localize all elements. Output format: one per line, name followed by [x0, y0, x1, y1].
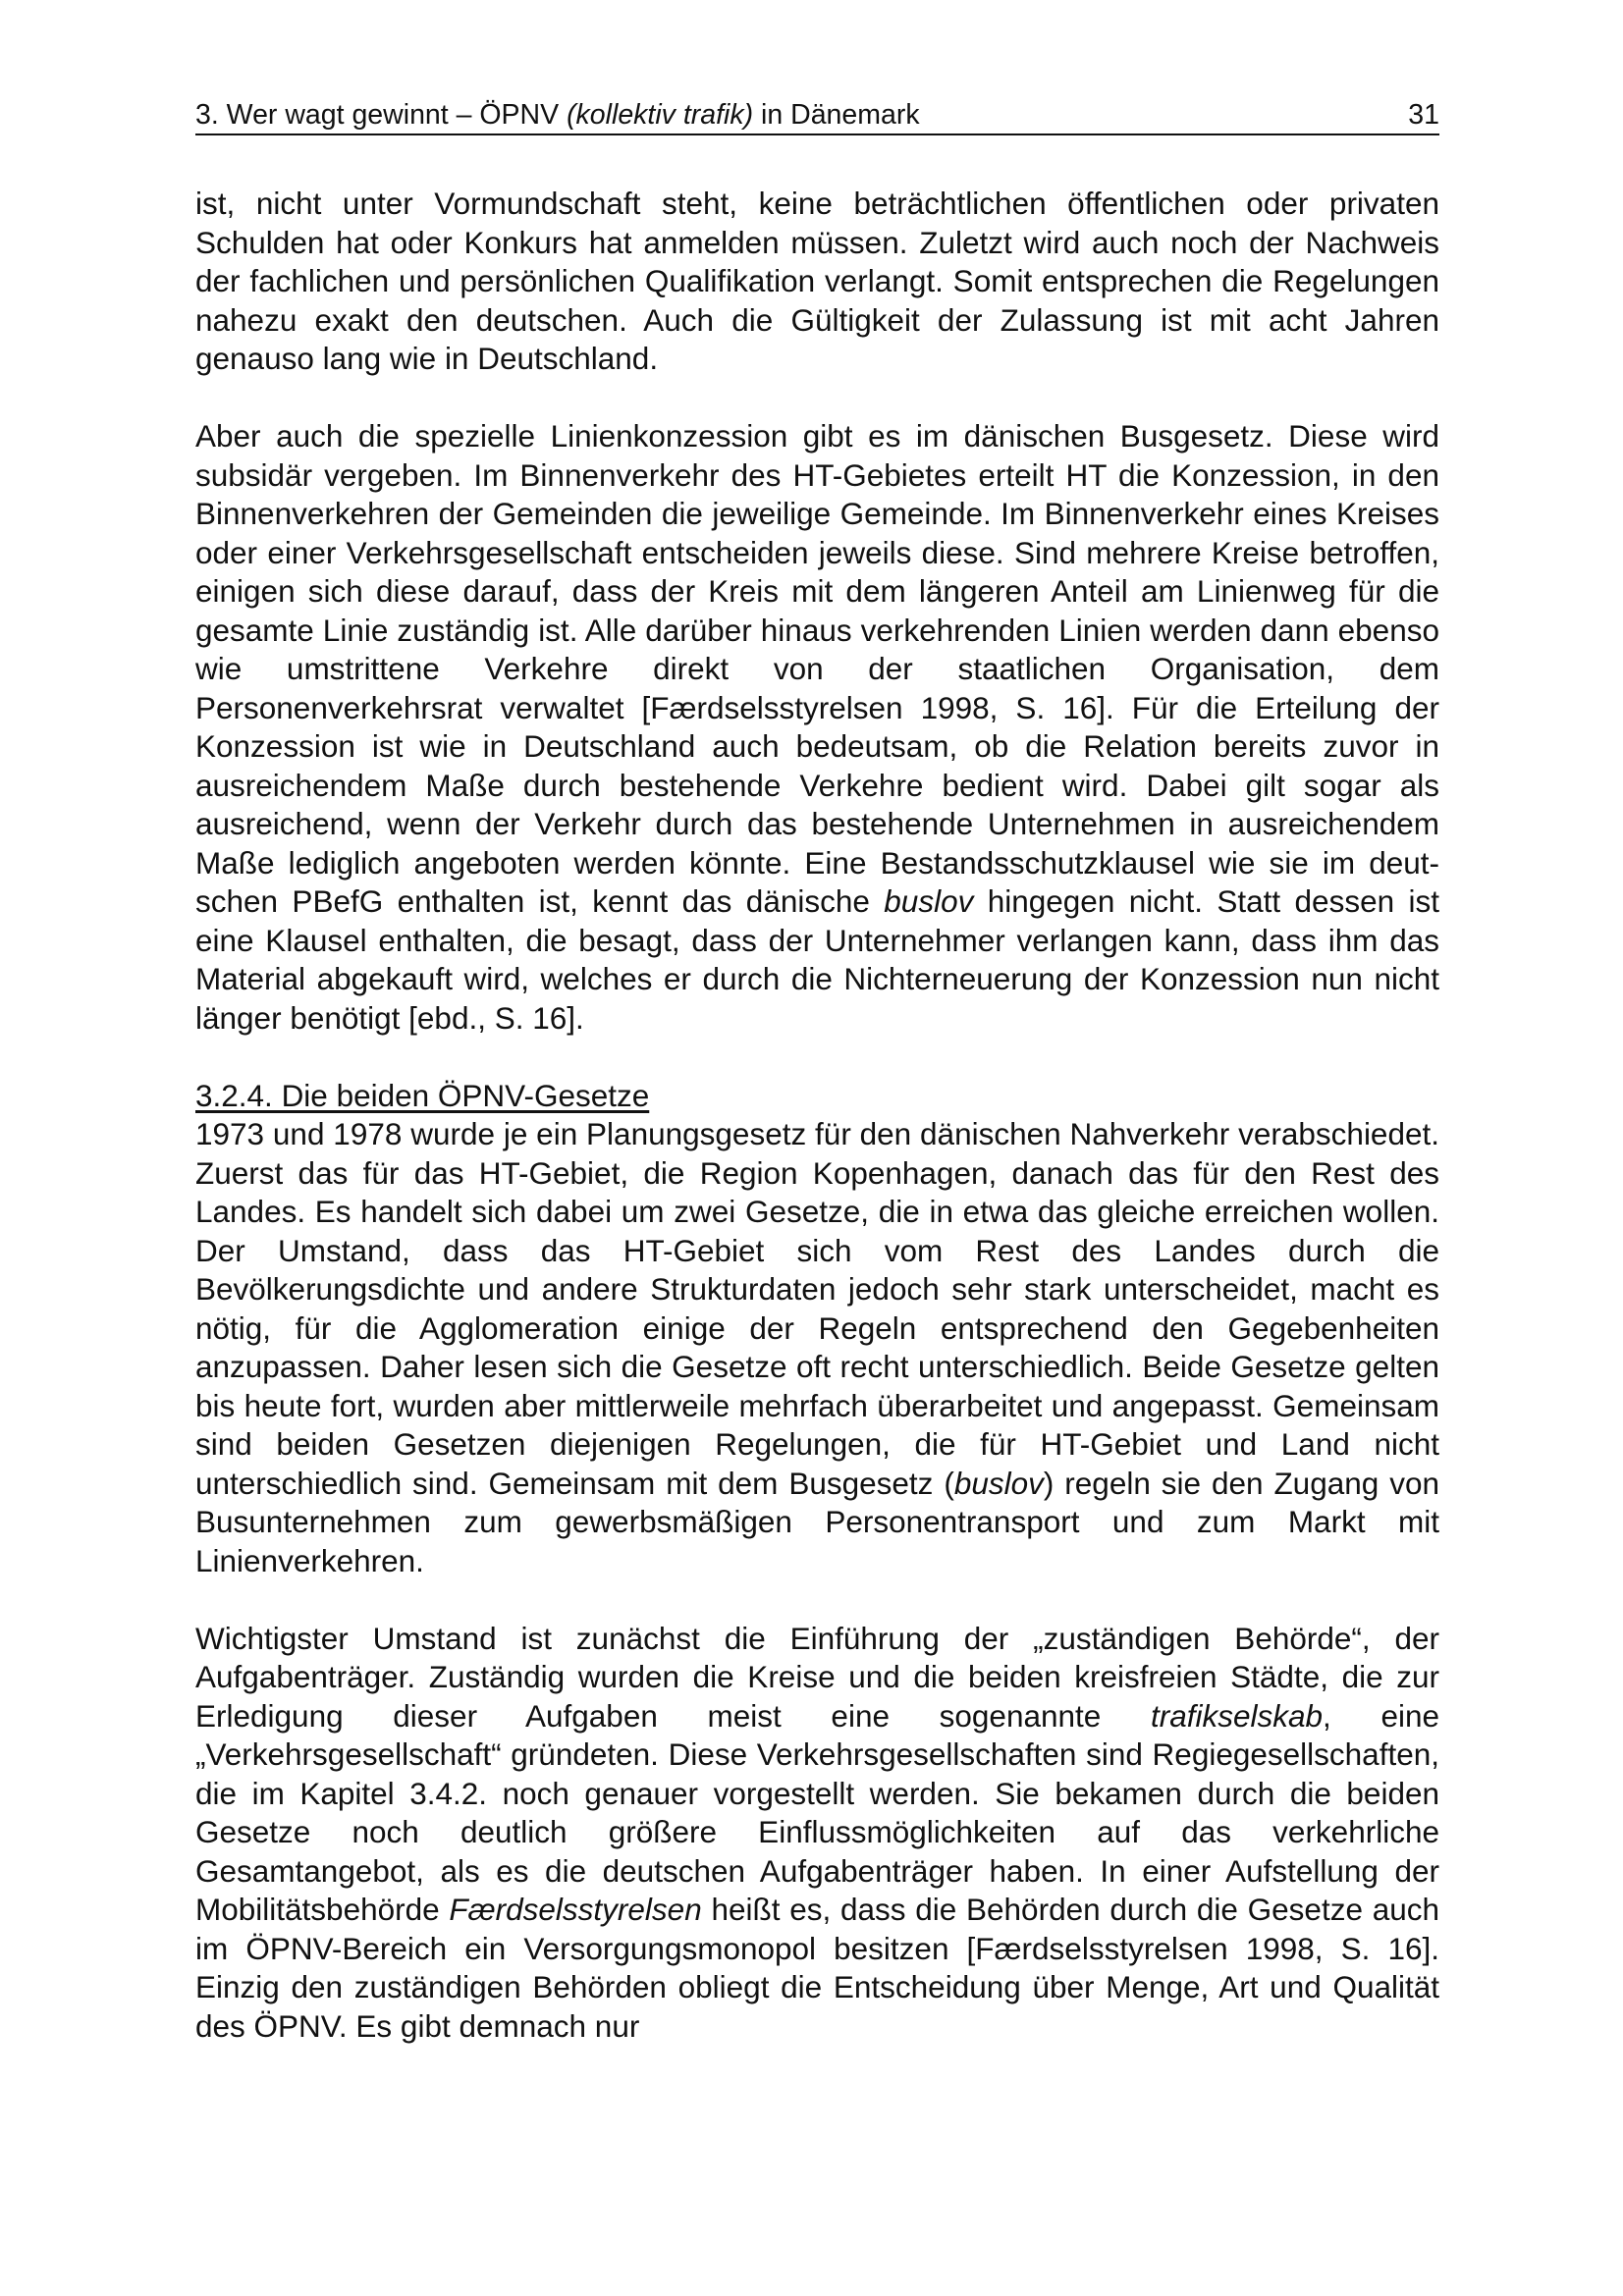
term-buslov: buslov — [884, 883, 974, 919]
paragraph-3-part-b: ) regeln sie den Zugang von Busunternehmen zum gewerbsmäßigen Personentransport und zum Markt mit Linienverkehren. — [195, 1465, 1439, 1578]
running-head-title — [195, 96, 920, 133]
paragraph-2 — [195, 417, 1439, 1038]
paragraph-2-part-b: hingegen nicht. Statt dessen ist eine Klausel enthalten, die besagt, dass der Unternehmer verlangen kann, dass ihm das Material abgekauft wird, welches er durch die Nichterneuerung der Konzession nun nicht länger benötigt [ebd., S. 16]. — [195, 883, 1439, 1036]
body-text — [195, 185, 1439, 2046]
paragraph-4-part-c: heißt es, dass die Behörden durch die Gesetze auch im ÖPNV-Bereich ein Versorgungsmonopol besitzen [Færdselsstyrelsen 1998, S. 16]. Einzig den zuständigen Behörden obliegt die Entscheidung über Menge, Art und Qualität des ÖPNV. Es gibt demnach nur — [195, 1892, 1439, 2044]
term-trafikselskab: trafikselskab — [1150, 1697, 1324, 1734]
section-heading: 3.2.4. Die beiden ÖPNV-Gesetze — [195, 1077, 650, 1113]
paragraph-3 — [195, 1115, 1439, 1580]
paragraph-3-part-a: 1973 und 1978 wurde je ein Planungsgesetz für den dänischen Nahverkehr verabschiedet. Zuerst das für das HT-Gebiet, die Region Kopenhagen, danach das für den Rest des Landes. Es handelt sich dabei um zwei Gesetze, die in etwa das gleiche erreichen wollen. Der Umstand, dass das HT-Gebiet sich vom Rest des Landes durch die Bevölkerungsdichte und andere Strukturdaten jedoch sehr stark unterscheidet, macht es nötig, für die Agglomeration einige der Regeln entsprechend den Gegebenheiten anzupassen. Daher lesen sich die Gesetze oft recht unterschiedlich. Beide Gesetze gelten bis heute fort, wurden aber mittlerweile mehrfach überarbeitet und angepasst. Gemeinsam sind beiden Gesetzen diejenigen Regelungen, die für HT-Gebiet und Land nicht unterschiedlich sind. Gemeinsam mit dem Busgesetz ( — [195, 1116, 1439, 1501]
term-faerdselsstyrelsen: Færdselsstyrelsen — [449, 1892, 702, 1927]
running-head-prefix: 3. Wer wagt gewinnt – ÖPNV — [195, 99, 568, 131]
running-head-suffix: in Dänemark — [753, 99, 920, 131]
paragraph-4-part-b: , eine „Verkehrsgesellschaft“ gründeten. Diese Verkehrsgesellschaften sind Regiegesellschaften, die im Kapitel 3.4.2. noch genauer vorgestellt werden. Sie bekamen durch die beiden Gesetze noch deutlich größere Einflussmöglichkeiten auf das verkehrliche Gesamtangebot, als es die deutschen Aufgabenträger haben. In einer Aufstellung der Mobilitätsbehörde — [195, 1697, 1439, 1927]
page-header — [195, 96, 1439, 135]
paragraph-4-part-a: Wichtigster Umstand ist zunächst die Einführung der „zuständigen Behörde“, der Aufgabenträger. Zuständig wurden die Kreise und die beiden kreisfreien Städte, die zur Erledigung dieser Aufgaben meist eine sogenannte — [195, 1620, 1439, 1734]
term-buslov-2: buslov — [953, 1465, 1044, 1501]
page-number: 31 — [1408, 99, 1439, 131]
paragraph-1: ist, nicht unter Vormundschaft steht, keine beträchtlichen öffentlichen oder privaten Schulden hat oder Konkurs hat anmelden müssen. Zuletzt wird auch noch der Nachweis der fachlichen und persönlichen Qualifikation verlangt. Somit entsprechen die Regelungen nahezu exakt den deutschen. Auch die Gültigkeit der Zulassung ist mit acht Jahren genauso lang wie in Deutschland. — [195, 186, 1439, 376]
paragraph-2-part-a: Aber auch die spezielle Linienkonzession gibt es im dänischen Busgesetz. Diese wird subsidär vergeben. Im Binnenverkehr des HT-Gebietes erteilt HT die Konzession, in den Binnenverkehren der Gemeinden die jeweilige Gemeinde. Im Binnenverkehr eines Kreises oder einer Verkehrsgesellschaft entscheiden jeweils diese. Sind mehrere Kreise betroffen, einigen sich diese darauf, dass der Kreis mit dem längeren Anteil am Linienweg für die gesamte Linie zuständig ist. Alle darüber hinaus verkehrenden Linien werden dann ebenso wie umstrittene Verkehre direkt von der staatlichen Organisation, dem Personenverkehrsrat verwaltet [Færdselsstyrelsen 1998, S. 16]. Für die Erteilung der Konzession ist wie in Deutschland auch bedeutsam, ob die Relation bereits zuvor in ausreichendem Maße durch bestehende Verkehre bedient wird. Dabei gilt sogar als ausreichend, wenn der Verkehr durch das bestehende Unternehmen in ausreichendem Maße lediglich angeboten werden könnte. Eine Bestandsschutzklausel wie sie im deutschen PBefG enthalten ist, kennt das dänische — [195, 418, 1439, 919]
paragraph-4 — [195, 1620, 1439, 2047]
running-head-italic: (kollektiv trafik) — [567, 99, 754, 131]
